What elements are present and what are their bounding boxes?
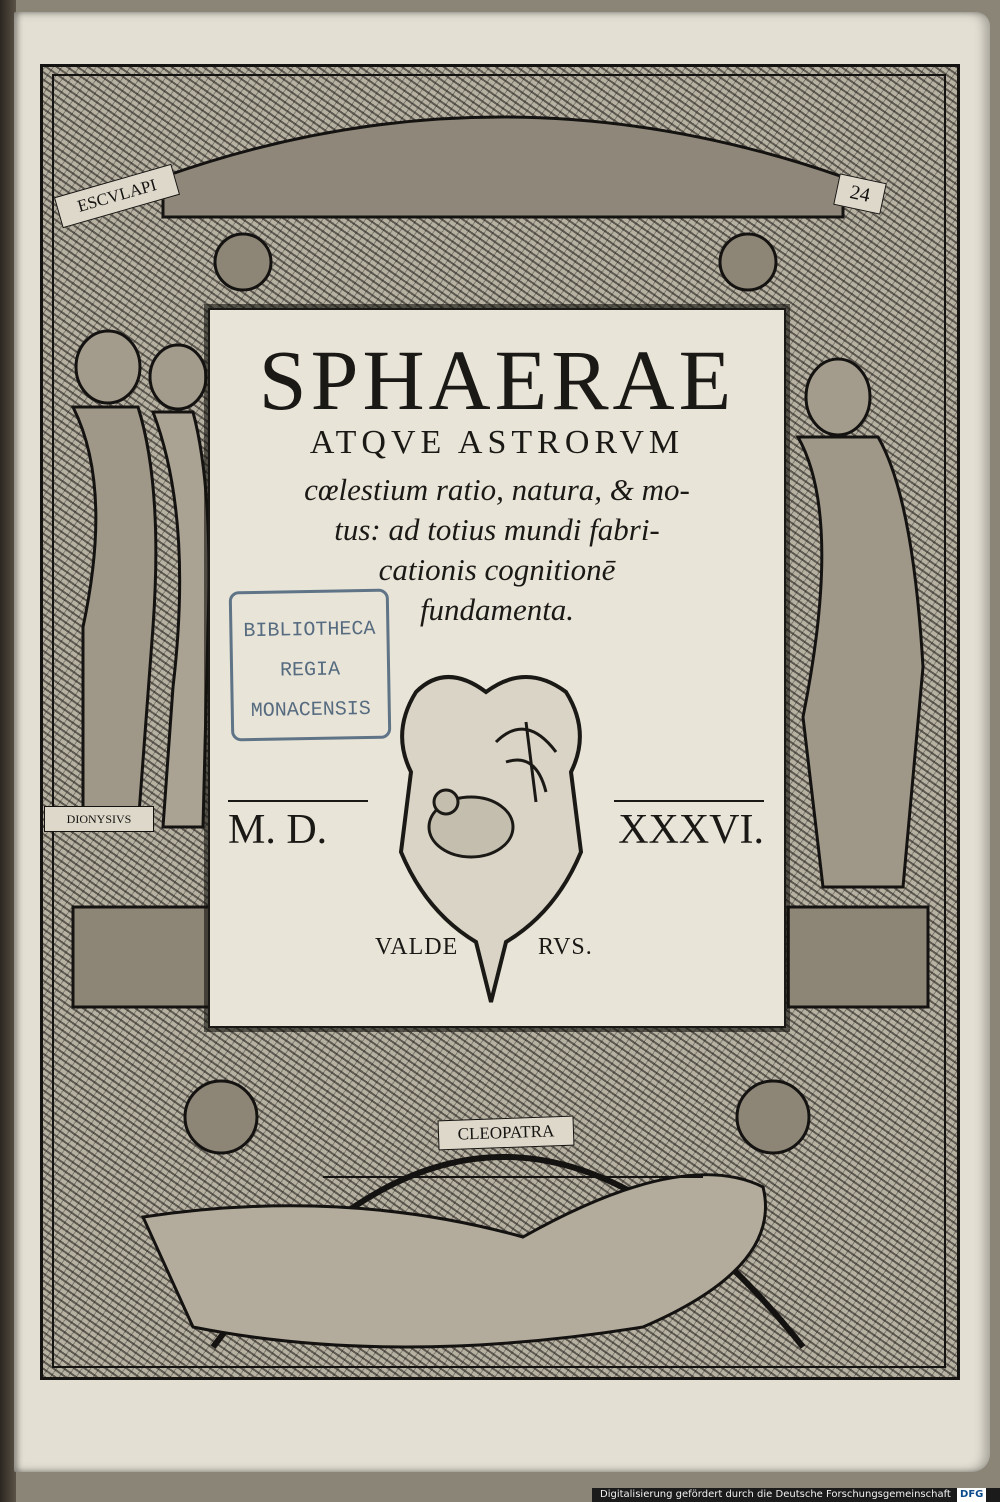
title-line: cationis cognitionē: [378, 552, 616, 587]
subtitle: ATQVE ASTRORVM: [309, 424, 685, 461]
funding-footer: [592, 1488, 1000, 1502]
label-esculapius: ESCVLAPI: [54, 164, 180, 228]
library-stamp: [229, 589, 392, 742]
funding-text: Digitalisierung gefördert durch die Deutsche Forschungsgemeinschaft: [600, 1489, 951, 1500]
label-cleopatra: CLEOPATRA: [438, 1116, 575, 1151]
printer-name-right: RVS.: [538, 934, 593, 960]
imprint-date-right: XXXVI.: [618, 807, 764, 853]
page-title: SPHAERAE: [258, 332, 736, 428]
rule-right: [614, 800, 764, 802]
stamp-line: MONACENSIS: [250, 697, 372, 724]
title-line: tus: ad totius mundi fabri-: [334, 512, 660, 547]
label-dionysius: DIONYSIVS: [44, 806, 154, 832]
imprint-date-left: M. D.: [228, 807, 328, 853]
stamp-line: BIBLIOTHECA: [243, 617, 376, 644]
rule-left: [228, 800, 368, 802]
dfg-logo: DFG: [957, 1488, 986, 1502]
label-number: 24: [833, 173, 887, 214]
title-line: fundamenta.: [419, 592, 575, 627]
title-line: cœlestium ratio, natura, & mo-: [304, 472, 690, 507]
printer-name-left: VALDE: [375, 934, 459, 960]
stamp-line: REGIA: [279, 658, 341, 683]
